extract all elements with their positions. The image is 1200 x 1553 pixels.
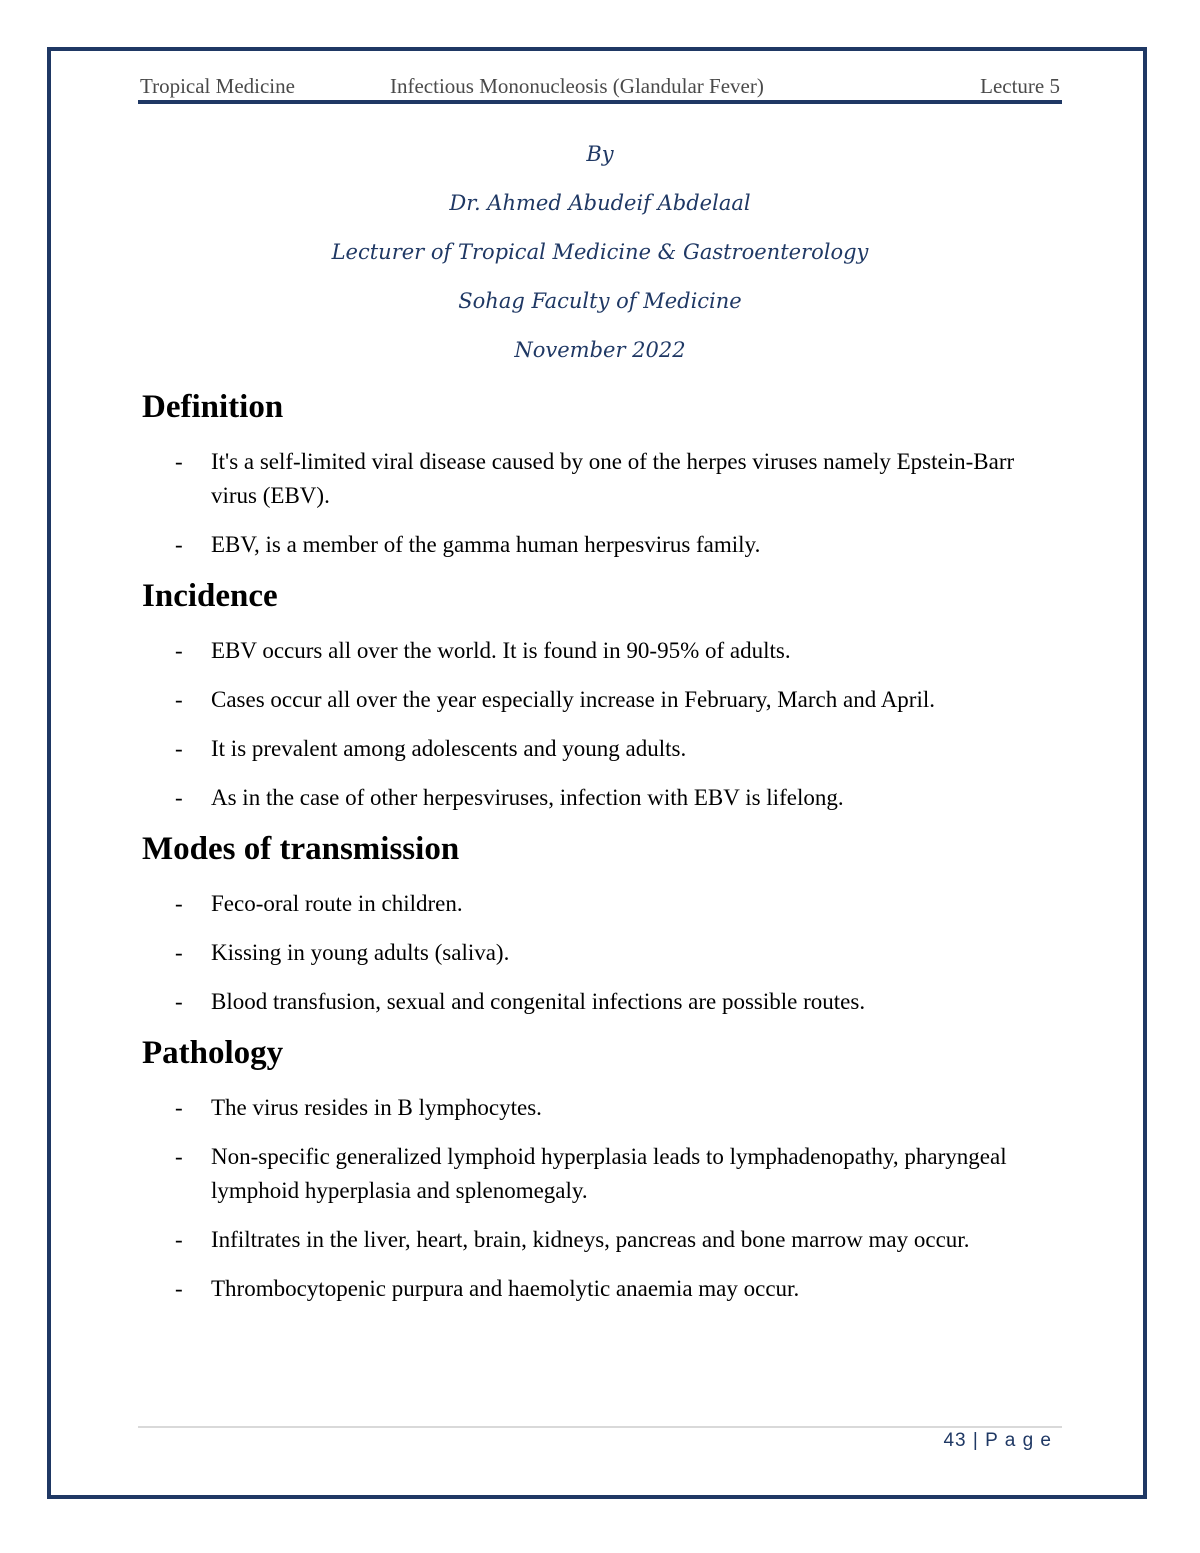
definition-list <box>142 445 1052 562</box>
list-item <box>142 528 1052 562</box>
list-item-text: EBV, is a member of the gamma human herpesvirus family. <box>211 532 761 557</box>
list-item-text: Non-specific generalized lymphoid hyperplasia leads to lymphadenopathy, pharyngeal lymphoid hyperplasia and splenomegaly. <box>211 1144 1007 1203</box>
bullet-dash: - <box>175 940 183 965</box>
footer-rule <box>138 1426 1062 1428</box>
list-item <box>142 887 1052 921</box>
list-item <box>142 1223 1052 1257</box>
list-item <box>142 732 1052 766</box>
bullet-dash: - <box>175 532 183 557</box>
transmission-list <box>142 887 1052 1019</box>
document-body <box>142 383 1052 1306</box>
bullet-dash: - <box>175 1144 183 1169</box>
list-item <box>142 1140 1052 1208</box>
list-item-text: Infiltrates in the liver, heart, brain, kidneys, pancreas and bone marrow may occur. <box>211 1227 970 1252</box>
list-item-text: Feco-oral route in children. <box>211 891 463 916</box>
list-item <box>142 1091 1052 1125</box>
bullet-dash: - <box>175 1095 183 1120</box>
byline-institution: Sohag Faculty of Medicine <box>458 289 742 313</box>
byline-position: Lecturer of Tropical Medicine & Gastroenterology <box>331 240 869 264</box>
bullet-dash: - <box>175 891 183 916</box>
page-label: P a g e <box>985 1430 1052 1451</box>
list-item-text: As in the case of other herpesviruses, infection with EBV is lifelong. <box>211 785 844 810</box>
byline-date: November 2022 <box>514 338 686 362</box>
list-item-text: Kissing in young adults (saliva). <box>211 940 510 965</box>
section-title-definition: Definition <box>142 389 284 425</box>
bullet-dash: - <box>175 1227 183 1252</box>
list-item <box>142 445 1052 513</box>
byline-author: Dr. Ahmed Abudeif Abdelaal <box>449 191 751 215</box>
list-item-text: It is prevalent among adolescents and young adults. <box>211 736 687 761</box>
incidence-list <box>142 634 1052 815</box>
list-item <box>142 1272 1052 1306</box>
bullet-dash: - <box>175 449 183 474</box>
list-item-text: The virus resides in B lymphocytes. <box>211 1095 542 1120</box>
list-item <box>142 936 1052 970</box>
list-item <box>142 634 1052 668</box>
list-item <box>142 781 1052 815</box>
bullet-dash: - <box>175 1276 183 1301</box>
bullet-dash: - <box>175 687 183 712</box>
section-title-incidence: Incidence <box>142 578 278 614</box>
byline-by: By <box>586 142 614 166</box>
list-item <box>142 683 1052 717</box>
header-lecture: Lecture 5 <box>980 74 1060 98</box>
section-title-pathology: Pathology <box>142 1035 284 1071</box>
pathology-list <box>142 1091 1052 1306</box>
header-course: Tropical Medicine <box>140 74 295 98</box>
bullet-dash: - <box>175 736 183 761</box>
list-item-text: Thrombocytopenic purpura and haemolytic anaemia may occur. <box>211 1276 800 1301</box>
header-topic: Infectious Mononucleosis (Glandular Fever) <box>390 74 764 98</box>
list-item <box>142 985 1052 1019</box>
page-footer <box>943 1430 1052 1452</box>
footer-separator: | <box>972 1430 979 1451</box>
list-item-text: It's a self-limited viral disease caused by one of the herpes viruses namely Epstein-Barr virus (EBV). <box>211 449 1015 508</box>
page-number: 43 <box>943 1430 967 1451</box>
bullet-dash: - <box>175 785 183 810</box>
running-header <box>138 72 1062 104</box>
section-title-transmission: Modes of transmission <box>142 831 460 867</box>
list-item-text: EBV occurs all over the world. It is found in 90-95% of adults. <box>211 638 791 663</box>
bullet-dash: - <box>175 989 183 1014</box>
list-item-text: Cases occur all over the year especially increase in February, March and April. <box>211 687 935 712</box>
bullet-dash: - <box>175 638 183 663</box>
list-item-text: Blood transfusion, sexual and congenital infections are possible routes. <box>211 989 866 1014</box>
